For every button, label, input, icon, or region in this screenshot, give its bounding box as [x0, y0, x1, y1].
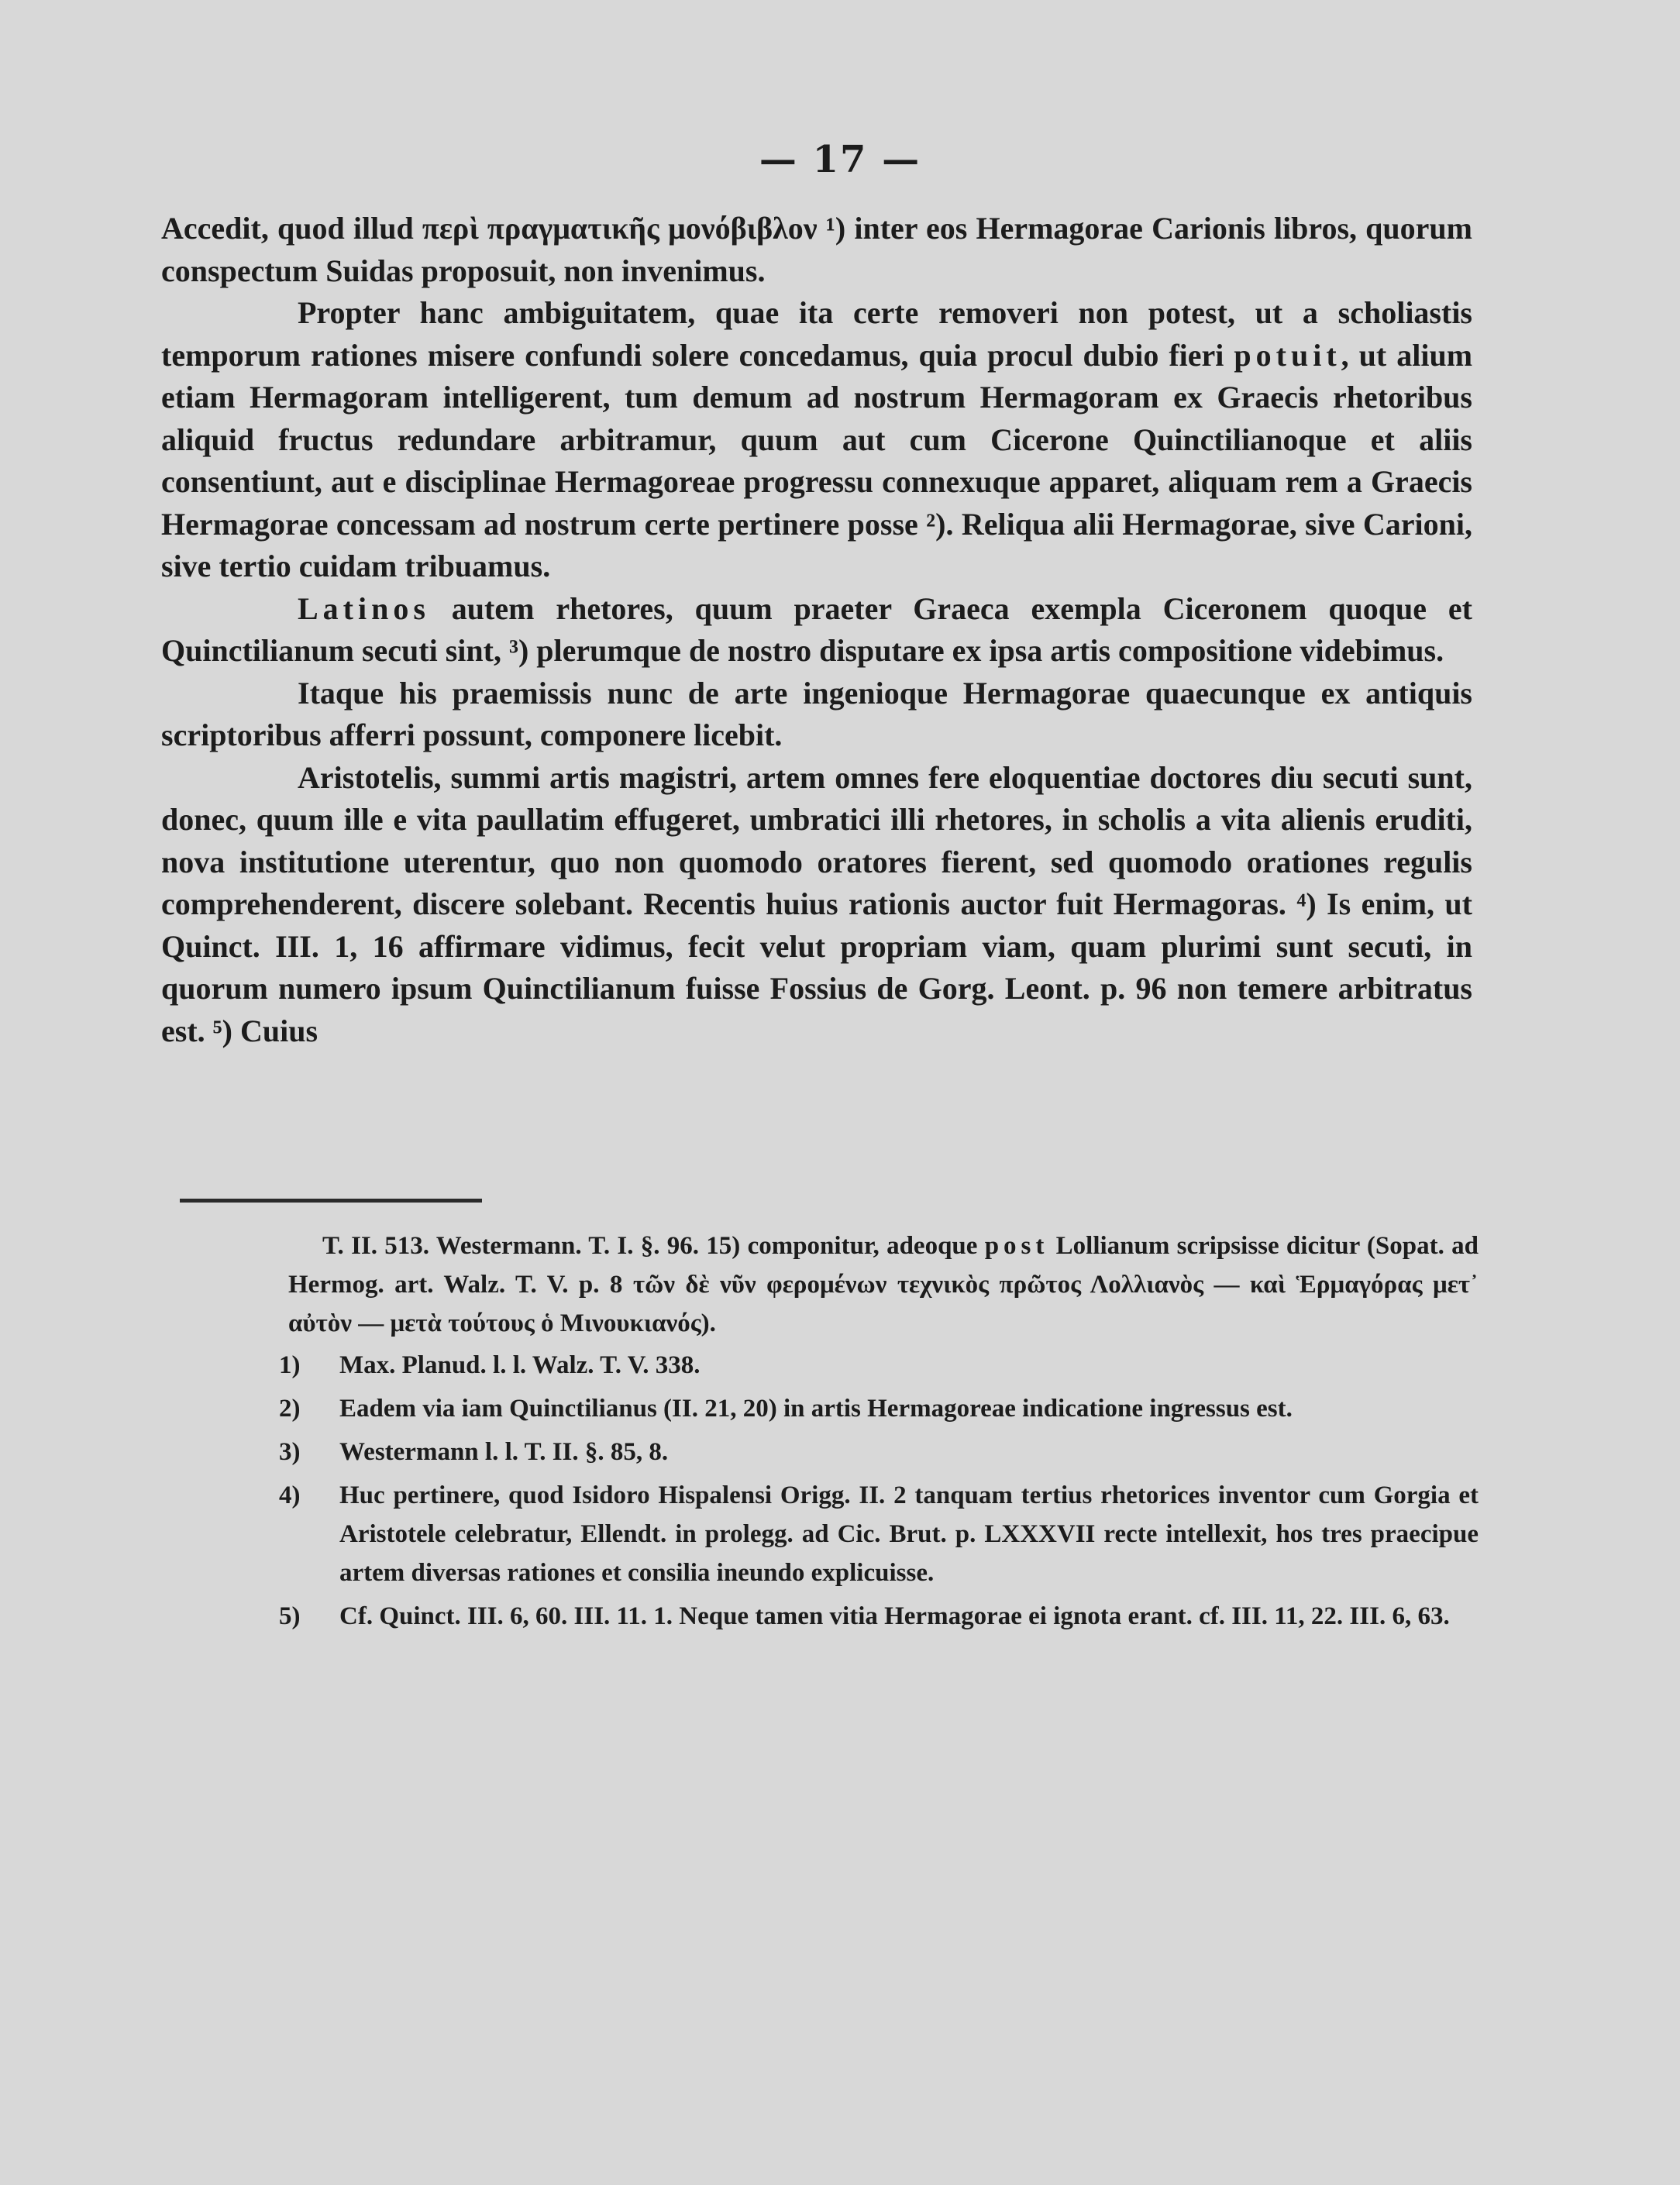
paragraph-2 — [161, 292, 1472, 588]
paragraph-2-emphasis: potuit — [1234, 337, 1341, 373]
footnote-text: Cf. Quinct. III. 6, 60. III. 11. 1. Neque tamen vitia Hermagorae ei ignota erant. cf. III. 11, 22. III. 6, 63. — [339, 1602, 1450, 1630]
footnote-continuation — [288, 1227, 1479, 1343]
footnote-1 — [279, 1346, 1479, 1385]
footnote-continuation-part-c: Lollianum scripsisse dicitur (Sopat. ad Hermog. art. Walz. T. V. p. 8 τῶν δὲ νῦν φερομένων τεχνικὸς πρῶτος Λολλιανὸς — καὶ Ἑρμαγόρας μετ᾽ αὐτὸν — μετὰ τούτους ὁ Μινουκιανός). — [288, 1232, 1479, 1337]
footnote-text: Westermann l. l. T. II. §. 85, 8. — [339, 1438, 669, 1466]
main-text — [161, 208, 1472, 1052]
footnote-number: 3) — [279, 1438, 301, 1466]
footnote-3 — [279, 1433, 1479, 1471]
footnote-4 — [279, 1476, 1479, 1592]
footnote-2 — [279, 1389, 1479, 1428]
footnote-number: 2) — [279, 1395, 301, 1423]
footnote-number: 4) — [279, 1481, 301, 1509]
paragraph-2-part-c: , ut alium etiam Hermagoram intelligerent, tum demum ad nostrum Hermagoram ex Graecis rhetoribus aliquid fructus redundare arbitramur, quum aut cum Cicerone Quinctilianoque et aliis consentiunt, aut e disciplinae Hermagoreae progressu connexuque apparet, aliquam rem a Graecis Hermagorae concessam ad nostrum certe pertinere posse ²). Reliqua alii Hermagorae, sive Carioni, sive tertio cuidam tribuamus. — [161, 337, 1473, 583]
footnote-divider — [180, 1199, 482, 1203]
footnote-continuation-emphasis: post — [984, 1232, 1049, 1260]
footnote-text: Max. Planud. l. l. Walz. T. V. 338. — [339, 1351, 701, 1379]
footnote-number: 1) — [279, 1351, 301, 1379]
paragraph-4: Itaque his praemissis nunc de arte ingenioque Hermagorae quaecunque ex antiquis scriptoribus afferri possunt, componere licebit. — [161, 675, 1472, 752]
page-number: — 17 — — [759, 138, 921, 181]
paragraph-1: Accedit, quod illud περὶ πραγματικῆς μονόβιβλον ¹) inter eos Hermagorae Carionis libros, quorum conspectum Suidas proposuit, non invenimus. — [161, 211, 1472, 288]
footnote-continuation-part-a: T. II. 513. Westermann. T. I. §. 96. 15) componitur, adeoque — [322, 1232, 985, 1260]
paragraph-3-emphasis: Latinos — [298, 590, 430, 626]
paragraph-3 — [161, 588, 1472, 673]
footnote-text: Huc pertinere, quod Isidoro Hispalensi Origg. II. 2 tanquam tertius rhetorices inventor cum Gorgia et Aristotele celebratur, Ellendt. in prolegg. ad Cic. Brut. p. LXXXVII recte intellexit, hos tres praecipue artem diversas rationes et consilia ineundo explicuisse. — [339, 1481, 1479, 1587]
footnotes — [279, 1227, 1479, 1640]
footnote-text: Eadem via iam Quinctilianus (II. 21, 20) in artis Hermagoreae indicatione ingressus est. — [339, 1395, 1293, 1423]
paragraph-5: Aristotelis, summi artis magistri, artem omnes fere eloquentiae doctores diu secuti sunt, donec, quum ille e vita paullatim effugeret, umbratici illi rhetores, in scholis a vita alienis eruditi, nova institutione uterentur, quo non quomodo oratores fierent, sed quomodo orationes regulis comprehenderent, discere solebant. Recentis huius rationis auctor fuit Hermagoras. ⁴) Is enim, ut Quinct. III. 1, 16 affirmare vidimus, fecit velut propriam viam, quam plurimi sunt secuti, in quorum numero ipsum Quinctilianum fuisse Fossius de Gorg. Leont. p. 96 non temere arbitratus est. ⁵) Cuius — [161, 759, 1472, 1048]
paragraph-2-part-a: Propter hanc ambiguitatem, quae ita certe removeri non potest, ut a scholiastis temporum rationes misere confundi solere concedamus, quia procul dubio fieri — [161, 295, 1472, 373]
footnote-number: 5) — [279, 1602, 301, 1630]
footnote-5 — [279, 1597, 1479, 1636]
paragraph-3-rest: autem rhetores, quum praeter Graeca exempla Ciceronem quoque et Quinctilianum secuti sint, ³) plerumque de nostro disputare ex ipsa artis compositione videbimus. — [161, 590, 1472, 668]
